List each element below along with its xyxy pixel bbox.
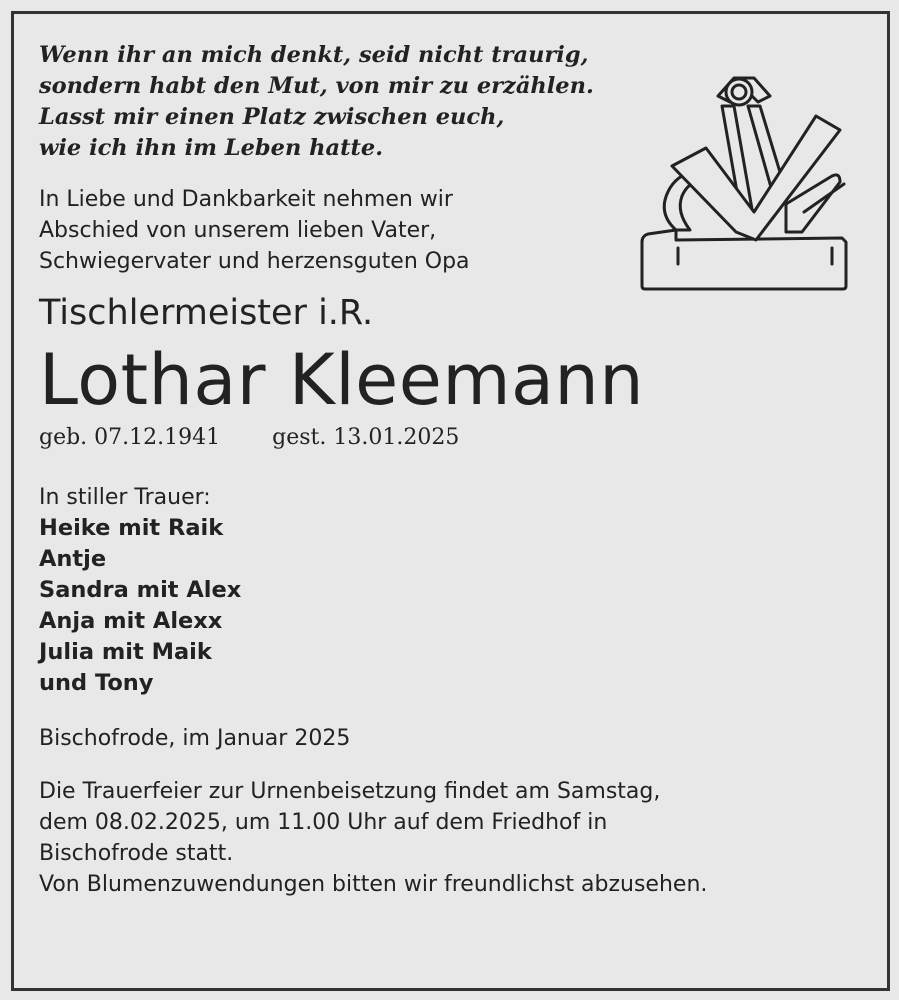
carpenter-tools-icon [636, 72, 850, 294]
poem-line: wie ich ihn im Leben hatte. [39, 135, 384, 161]
intro-line: In Liebe und Dankbarkeit nehmen wir [39, 187, 453, 212]
details-line: Die Trauerfeier zur Urnenbeisetzung findet am Samstag, [39, 779, 661, 804]
intro-line: Schwiegervater und herzensguten Opa [39, 249, 470, 274]
ceremony-details [39, 776, 859, 900]
mourners-list [39, 513, 859, 699]
mourner-name: Sandra mit Alex [39, 577, 242, 603]
life-dates [39, 423, 859, 453]
mourner-name: Julia mit Maik [39, 639, 212, 665]
details-line: Von Blumenzuwendungen bitten wir freundlichst abzusehen. [39, 872, 708, 897]
deceased-title: Tischlermeister i.R. [39, 293, 374, 333]
poem-line: sondern habt den Mut, von mir zu erzählen. [39, 73, 594, 99]
mourner-name: und Tony [39, 670, 154, 696]
deceased-name: Lothar Kleemann [39, 339, 645, 421]
poem-line: Lasst mir einen Platz zwischen euch, [39, 104, 505, 130]
intro-line: Abschied von unserem lieben Vater, [39, 218, 437, 243]
details-line: Bischofrode statt. [39, 841, 234, 866]
death-date: gest. 13.01.2025 [272, 425, 460, 450]
mourner-name: Antje [39, 546, 107, 572]
mourning-label: In stiller Trauer: [39, 485, 211, 510]
place-and-date: Bischofrode, im Januar 2025 [39, 726, 351, 751]
mourner-name: Heike mit Raik [39, 515, 224, 541]
poem-line: Wenn ihr an mich denkt, seid nicht traurig, [39, 42, 589, 68]
details-line: dem 08.02.2025, um 11.00 Uhr auf dem Friedhof in [39, 810, 608, 835]
mourner-name: Anja mit Alexx [39, 608, 223, 634]
birth-date: geb. 07.12.1941 [39, 425, 221, 450]
